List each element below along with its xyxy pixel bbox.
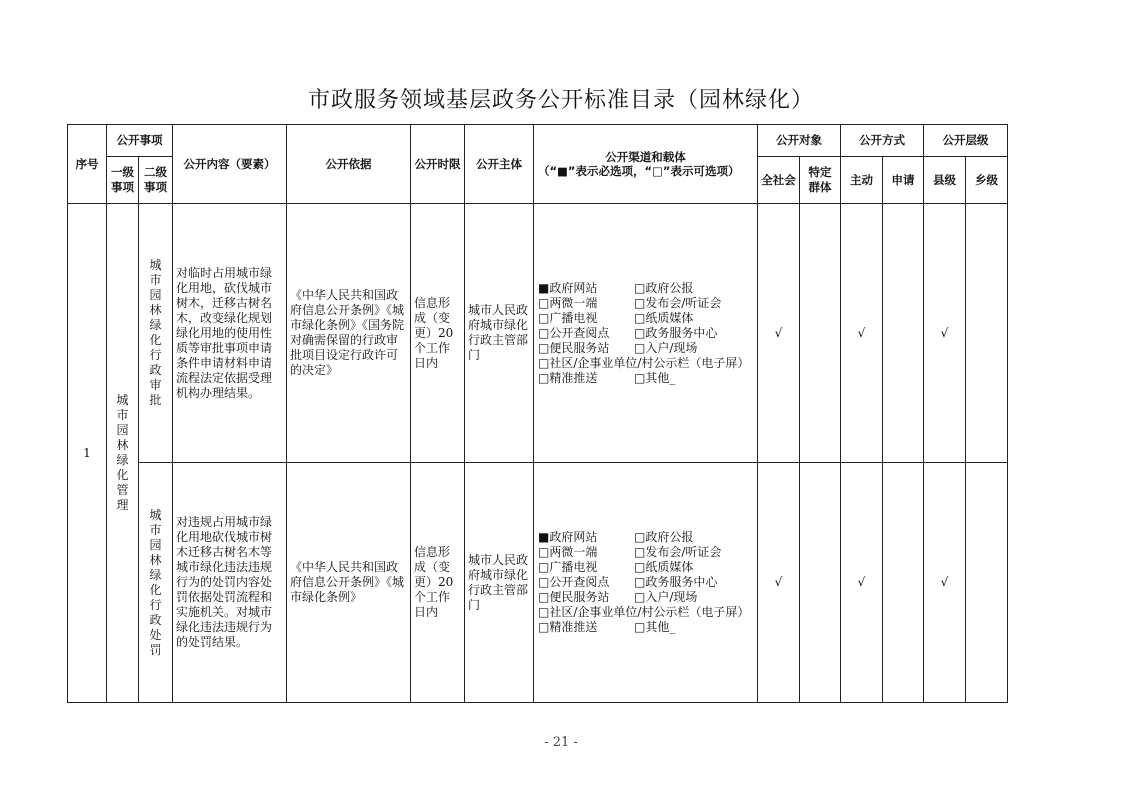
- row-content: 对违规占用城市绿化用地砍伐城市树木迁移古树名木等城市绿化违法违规行为的处罚内容处罚依据处罚流程和实施机关。对城市绿化违法违规行为的处罚结果。: [173, 463, 287, 703]
- header-basis: 公开依据: [287, 125, 411, 204]
- row-basis: 《中华人民共和国政府信息公开条例》《城市绿化条例》《国务院对确需保留的行政审批项目设定行政许可的决定》: [287, 204, 411, 463]
- row-level-township: [966, 463, 1008, 703]
- row-target-specific: [800, 204, 841, 463]
- row-subject: 城市人民政府城市绿化行政主管部门: [465, 204, 534, 463]
- row-mode-apply: [883, 463, 924, 703]
- header-level2: 二级事项: [139, 157, 173, 204]
- row-channels: [534, 463, 758, 703]
- table-row: [68, 463, 1008, 703]
- header-channel-title: 公开渠道和载体: [605, 150, 686, 164]
- channel-option: □精准推送: [538, 620, 598, 634]
- header-mode-active: 主动: [841, 157, 883, 204]
- channel-option: □社区/企事业单位/村公示栏（电子屏）: [538, 605, 750, 619]
- channel-option: □发布会/听证会: [634, 295, 722, 310]
- channel-option: □广播电视: [538, 560, 598, 574]
- table-row: [68, 204, 1008, 463]
- channel-option: ■政府网站: [538, 530, 598, 544]
- row-time-limit: 信息形成（变更）20个工作日内: [411, 463, 465, 703]
- row-level-county: √: [924, 204, 966, 463]
- channel-option: □入户/现场: [634, 340, 698, 355]
- channel-option: □政府公报: [634, 280, 694, 295]
- row-mode-apply: [883, 204, 924, 463]
- channel-option: ■政府网站: [538, 280, 598, 295]
- header-target-specific: 特定群体: [800, 157, 841, 204]
- page-number: - 21 -: [544, 735, 578, 750]
- header-channels: [534, 125, 758, 204]
- header-target: 公开对象: [758, 125, 841, 157]
- channel-option: □政务服务中心: [634, 325, 718, 340]
- header-mode: 公开方式: [841, 125, 924, 157]
- header-public-items: 公开事项: [107, 125, 173, 157]
- header-level1: 一级事项: [107, 157, 139, 204]
- catalog-table: [67, 124, 1008, 703]
- channel-option: □便民服务站: [538, 590, 610, 604]
- channel-option: □政府公报: [634, 530, 694, 544]
- row-time-limit: 信息形成（变更）20个工作日内: [411, 204, 465, 463]
- header-channel-note: （“■”表示必选项，“□”表示可选项）: [538, 164, 740, 178]
- row-seq: 1: [68, 204, 107, 703]
- row-channels: [534, 204, 758, 463]
- header-target-all: 全社会: [758, 157, 800, 204]
- channel-option: □其他_: [634, 370, 676, 385]
- channel-option: □广播电视: [538, 310, 598, 325]
- page-title: 市政服务领域基层政务公开标准目录（园林绿化）: [307, 88, 814, 113]
- channel-option: □两微一端: [538, 295, 598, 310]
- row-level-county: √: [924, 463, 966, 703]
- header-subject: 公开主体: [465, 125, 534, 204]
- row-content: 对临时占用城市绿化用地，砍伐城市树木，迁移古树名木，改变绿化规划绿化用地的使用性质等审批事项申请条件申请材料申请流程法定依据受理机构办理结果。: [173, 204, 287, 463]
- header-level-township: 乡级: [966, 157, 1008, 204]
- channel-option: □公开查阅点: [538, 325, 610, 340]
- channel-option: □入户/现场: [634, 590, 698, 604]
- row-basis: 《中华人民共和国政府信息公开条例》《城市绿化条例》: [287, 463, 411, 703]
- row-level1: 城市园林绿化管理: [107, 204, 139, 703]
- header-time-limit: 公开时限: [411, 125, 465, 204]
- channel-option: □便民服务站: [538, 340, 610, 355]
- row-level-township: [966, 204, 1008, 463]
- row-target-all: √: [758, 204, 800, 463]
- row-mode-active: √: [841, 204, 883, 463]
- channel-option: □纸质媒体: [634, 310, 694, 325]
- channel-option: □两微一端: [538, 545, 598, 559]
- channel-option: □精准推送: [538, 370, 598, 385]
- channel-option: □纸质媒体: [634, 560, 694, 574]
- header-mode-apply: 申请: [883, 157, 924, 204]
- header-level: 公开层级: [924, 125, 1008, 157]
- header-level-county: 县级: [924, 157, 966, 204]
- header-seq: 序号: [68, 125, 107, 204]
- channel-option: □政务服务中心: [634, 575, 718, 589]
- channel-option: □公开查阅点: [538, 575, 610, 589]
- row-target-all: √: [758, 463, 800, 703]
- row-level2: 城市园林绿化行政审批: [139, 204, 173, 463]
- channel-option: □发布会/听证会: [634, 545, 722, 559]
- header-content: 公开内容（要素）: [173, 125, 287, 204]
- row-subject: 城市人民政府城市绿化行政主管部门: [465, 463, 534, 703]
- channel-option: □社区/企事业单位/村公示栏（电子屏）: [538, 355, 750, 370]
- row-mode-active: √: [841, 463, 883, 703]
- channel-option: □其他_: [634, 620, 676, 634]
- row-level2: 城市园林绿化行政处罚: [139, 463, 173, 703]
- row-target-specific: [800, 463, 841, 703]
